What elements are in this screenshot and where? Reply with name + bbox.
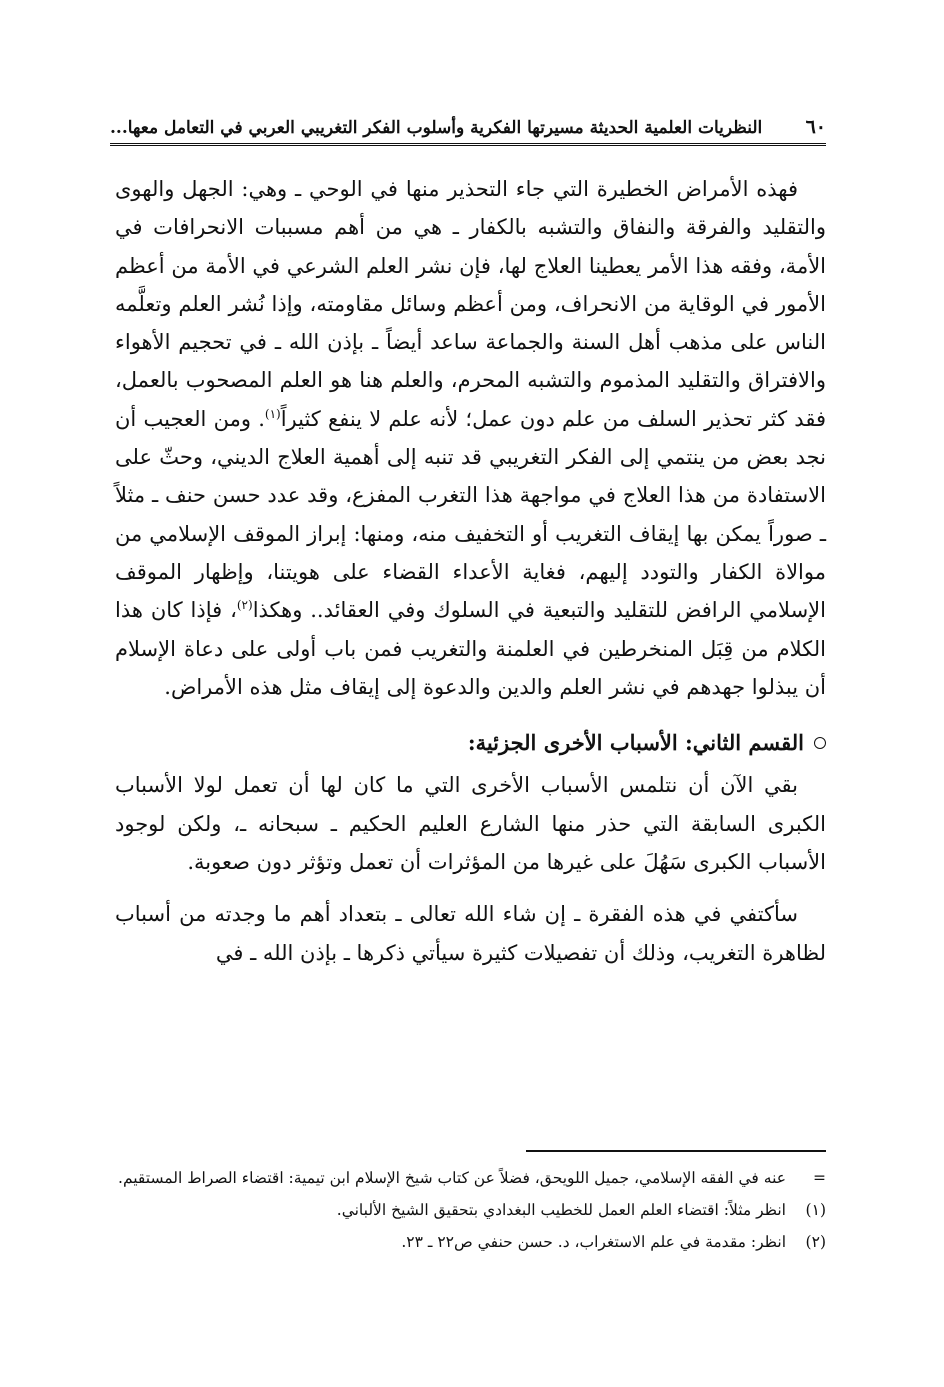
footnote-continuation [115,1164,826,1192]
paragraph-1 [115,170,826,706]
paragraph-1-text-c: ، فإذا كان هذا الكلام من قِبَل المنخرطين في العلمنة والتغريب فمن باب أولى على دعاة الإسلام أن يبذلوا جهدهم في نشر العلم والدين والدعوة إلى إيقاف مثل هذه الأمراض. [115,598,826,699]
footnote-marker: (١) [805,1201,826,1219]
section-heading-text: القسم الثاني: الأسباب الأخرى الجزئية: [467,730,804,756]
main-text [115,170,826,972]
paragraph-1-text-b: . ومن العجيب أن نجد بعض من ينتمي إلى الفكر التغريبي قد تنبه إلى أهمية العلاج الديني، وحثّ على الاستفادة من هذا العلاج في مواجهة هذا التغرب المفزع، وقد عدد حسن حنف ـ مثلاً ـ صوراً يمكن بها إيقاف التغريب أو التخفيف منه، ومنها: إبراز الموقف الإسلامي من موالاة الكفار والتودد إليهم، فغاية الأعداء القضاء على هويتنا، وإظهار الموقف الإسلامي الرافض للتقليد والتبعية في السلوك وفي العقائد.. وهكذا [115,406,826,623]
footnote-marker: (٢) [805,1233,826,1251]
footnote-ref-2[interactable]: (٢) [236,598,253,613]
footnote-text: عنه في الفقه الإسلامي، جميل اللويحق، فضلاً عن كتاب شيخ الإسلام ابن تيمية: اقتضاء الصراط المستقيم. [118,1169,786,1187]
circle-bullet-icon [814,737,826,749]
paragraph-1-text-a: فهذه الأمراض الخطيرة التي جاء التحذير منها في الوحي ـ وهي: الجهل والهوى والتقليد والفرقة والنفاق والتشبه بالكفار ـ هي من أهم مسببات الانحرافات في الأمة، وفقه هذا الأمر يعطينا العلاج لها، فإن نشر العلم الشرعي في الأمة من أعظم الأمور في الوقاية من الانحراف، ومن أعظم وسائل مقاومته، وإذا نُشر العلم وتعلَّمه الناس على مذهب أهل السنة والجماعة ساعد أيضاً ـ بإذن الله ـ في تحجيم الأهواء والافتراق والتقليد المذموم والتشبه المحرم، والعلم هنا هو العلم المصحوب بالعمل، فقد كثر تحذير السلف من علم دون عمل؛ لأنه علم لا ينفع كثيراً [115,177,826,431]
running-title: النظريات العلمية الحديثة مسيرتها الفكرية وأسلوب الفكر التغريبي العربي في التعامل معها... [110,118,763,138]
footnotes [115,1164,826,1260]
footnote-text: انظر مثلاً: اقتضاء العلم العمل للخطيب البغدادي بتحقيق الشيخ الألباني. [336,1201,786,1219]
footnote-text: انظر: مقدمة في علم الاستغراب، د. حسن حنفي ص٢٢ ـ ٢٣. [401,1233,786,1251]
header-rule [110,143,826,148]
running-header [110,104,826,138]
footnote-1 [115,1196,826,1224]
section-heading [115,724,826,762]
paragraph-2: بقي الآن أن نتلمس الأسباب الأخرى التي ما كان لها أن تعمل لولا الأسباب الكبرى السابقة التي حذر منها الشارع العليم الحكيم ـ سبحانه ـ، ولكن لوجود الأسباب الكبرى سَهُلَ على غيرها من المؤثرات أن تعمل وتؤثر دون صعوبة. [115,773,826,875]
footnote-ref-1[interactable]: (١) [264,406,281,421]
footnote-divider [526,1150,826,1152]
paragraph-3: سأكتفي في هذه الفقرة ـ إن شاء الله تعالى ـ بتعداد أهم ما وجدته من أسباب لظاهرة التغريب، وذلك أن تفصيلات كثيرة سيأتي ذكرها ـ بإذن الله ـ في [115,902,826,965]
footnote-2 [115,1228,826,1256]
footnote-marker: = [813,1169,826,1187]
page-number: ٦٠ [805,116,826,138]
